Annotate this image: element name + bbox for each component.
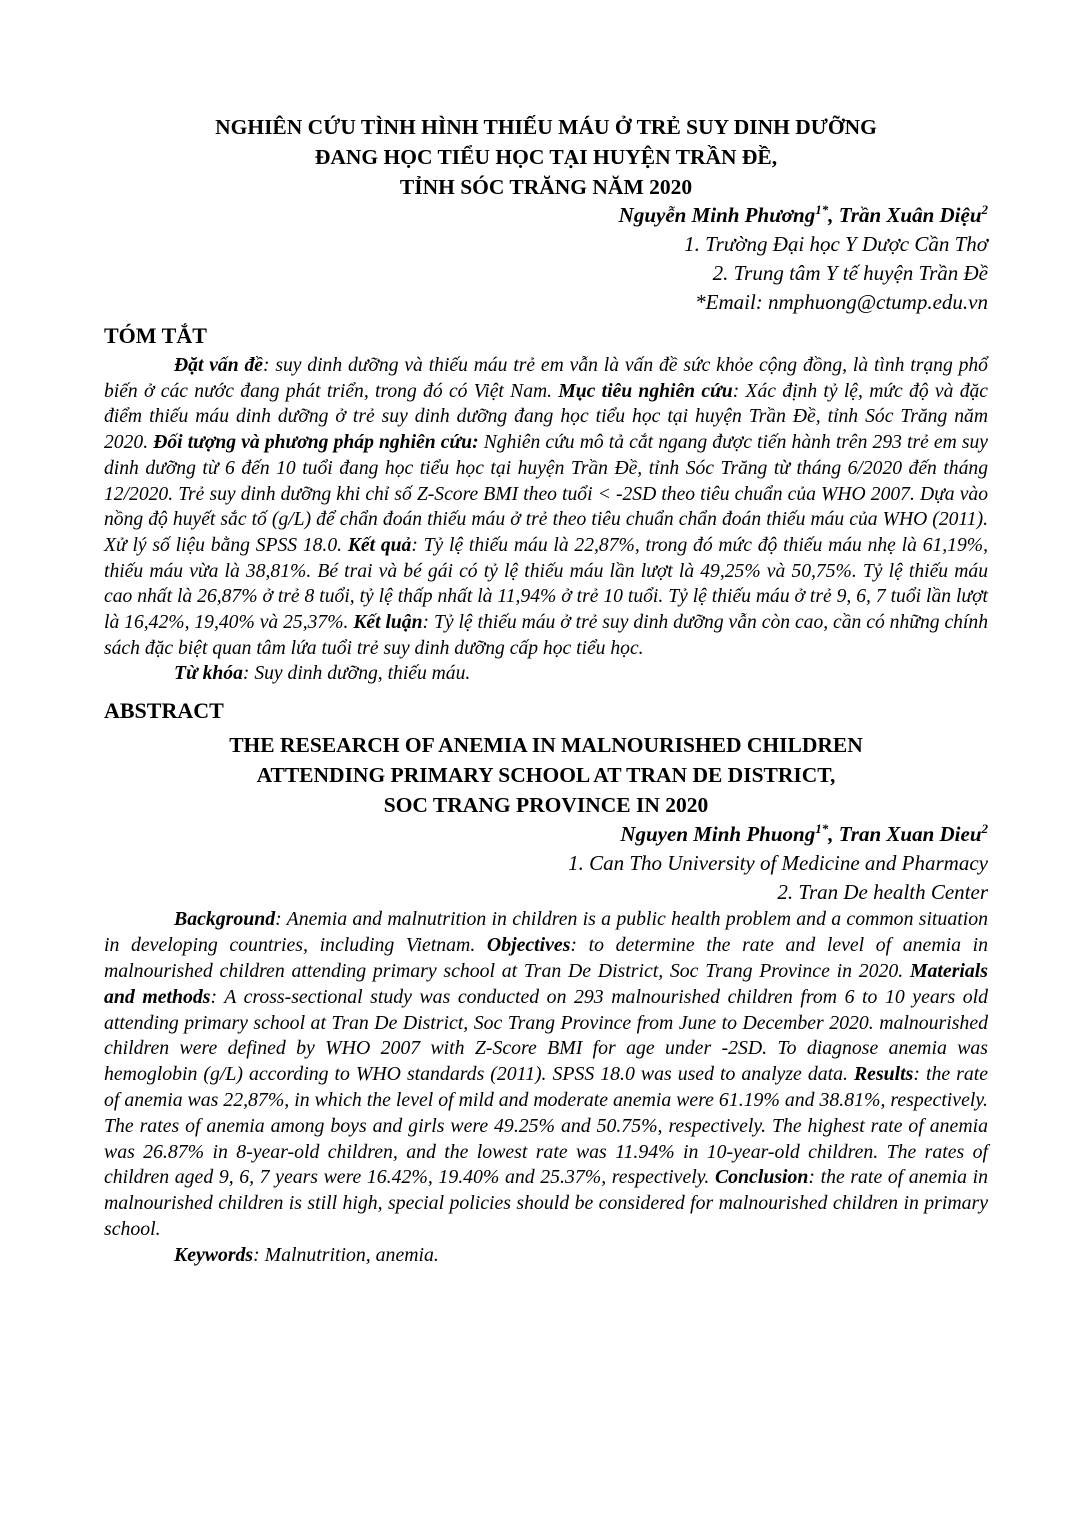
en-abstract-paragraph: [104, 907, 988, 1242]
en-authors: [104, 820, 988, 849]
summary-heading: TÓM TẮT: [104, 323, 207, 348]
en-title-line: THE RESEARCH OF ANEMIA IN MALNOURISHED CHILDREN: [229, 733, 863, 758]
en-text-methods: : A cross-sectional study was conducted on 293 malnourished children from 6 to 10 years old attending primary school at Tran De District, Soc Trang Province from June to December 2020. malnourished children were defined by WHO 2007 with Z-Score BMI for age under -2SD. To diagnose anemia was hemoglobin (g/L) according to WHO standards (2011). SPSS 18.0 was used to analyze data.: [104, 985, 988, 1086]
en-label-methods: Materials and methods: [104, 960, 988, 1008]
en-title-line: SOC TRANG PROVINCE IN 2020: [383, 793, 709, 818]
vn-authors: [104, 201, 988, 230]
vn-email: *Email: nmphuong@ctump.edu.vn: [695, 290, 988, 314]
vn-label-results: Kết quả: [347, 534, 412, 556]
en-keywords: [104, 1243, 988, 1268]
en-author-separator: ,: [828, 822, 839, 847]
vn-author-2: Trần Xuân Diệu: [838, 203, 982, 227]
en-author-1-sup: 1*: [815, 821, 829, 837]
vn-text-results: : Tỷ lệ thiếu máu là 22,87%, trong đó mức độ thiếu máu nhẹ là 61,19%, thiếu máu vừa là 38,81%. Bé trai và bé gái có tỷ lệ thiếu máu lần lượt là 49,25% và 50,75%. Tỷ lệ thiếu máu cao nhất là 26,87% ở trẻ 8 tuổi, tỷ lệ thấp nhất là 11,94% ở trẻ 10 tuổi. Tỷ lệ thiếu máu ở trẻ 9, 6, 7 tuổi lần lượt là 16,42%, 19,40% và 25,37%.: [104, 534, 988, 634]
vn-label-methods: Đối tượng và phương pháp nghiên cứu:: [153, 432, 479, 454]
vn-author-separator: ,: [828, 203, 839, 227]
vn-title-line: TỈNH SÓC TRĂNG NĂM 2020: [399, 175, 693, 199]
en-label-keywords: Keywords: [174, 1243, 254, 1266]
vn-affiliation-1: 1. Trường Đại học Y Dược Cần Thơ: [684, 232, 988, 256]
vn-label-conclusion: Kết luận: [353, 612, 423, 634]
en-title: [104, 730, 988, 820]
vn-text-objective: : Xác định tỷ lệ, mức độ và đặc điểm thiếu máu dinh dưỡng ở trẻ suy dinh dưỡng đang học tiểu học tại huyện Trần Đề, tỉnh Sóc Trăng năm 2020.: [104, 380, 988, 454]
en-label-background: Background: [174, 908, 276, 931]
vn-label-objective: Mục tiêu nghiên cứu: [558, 380, 733, 402]
en-affiliation-2: 2. Tran De health Center: [777, 880, 988, 905]
vn-title-line: ĐANG HỌC TIỂU HỌC TẠI HUYỆN TRẦN ĐỀ,: [314, 145, 778, 169]
vn-text-methods: Nghiên cứu mô tả cắt ngang được tiến hành trên 293 trẻ em suy dinh dưỡng từ 6 đến 10 tuổi đang học tiểu học tại huyện Trần Đề, tỉnh Sóc Trăng từ tháng 6/2020 đến tháng 12/2020. Trẻ suy dinh dưỡng khi chỉ số Z-Score BMI theo tuổi < -2SD theo tiêu chuẩn của WHO 2007. Dựa vào nồng độ huyết sắc tố (g/L) để chẩn đoán thiếu máu ở trẻ theo tiêu chuẩn chẩn đoán thiếu máu của WHO (2011). Xử lý số liệu bằng SPSS 18.0.: [104, 432, 988, 556]
en-affiliation-1: 1. Can Tho University of Medicine and Pharmacy: [568, 851, 988, 876]
en-text-conclusion: : the rate of anemia in malnourished children is still high, special policies should be considered for malnourished children in primary school.: [104, 1166, 989, 1240]
vn-keywords: [104, 661, 988, 686]
vn-text-conclusion: : Tỷ lệ thiếu máu ở trẻ suy dinh dưỡng vẫn còn cao, cần có những chính sách đặc biệt quan tâm lứa tuổi trẻ suy dinh dưỡng cấp học tiểu học.: [104, 612, 988, 659]
en-title-line: ATTENDING PRIMARY SCHOOL AT TRAN DE DISTRICT,: [256, 763, 836, 788]
en-label-results: Results: [853, 1063, 914, 1086]
paper-page: [104, 112, 988, 1268]
vn-affiliation-2: 2. Trung tâm Y tế huyện Trần Đề: [712, 261, 988, 285]
en-label-objectives: Objectives: [486, 934, 571, 957]
en-text-results: : the rate of anemia was 22,87%, in which the level of mild and moderate anemia were 61.19% and 38.81%, respectively. The rates of anemia among boys and girls were 49.25% and 50.75%, respectively. The highest rate of anemia was 26.87% in 8-year-old children, and the lowest rate was 11.94% in 10-year-old children. The rates of children aged 9, 6, 7 years were 16.42%, 19.40% and 25.37%, respectively.: [104, 1063, 988, 1189]
vn-label-background: Đặt vấn đề: [174, 355, 263, 376]
vn-author-1: Nguyễn Minh Phương: [618, 203, 816, 227]
en-author-1: Nguyen Minh Phuong: [620, 822, 816, 847]
vn-text-background: : suy dinh dưỡng và thiếu máu trẻ em vẫn là vấn đề sức khỏe cộng đồng, là tình trạng phổ biến ở các nước đang phát triển, trong đó có Việt Nam.: [104, 355, 988, 402]
abstract-heading: ABSTRACT: [104, 698, 224, 724]
en-text-keywords: : Malnutrition, anemia.: [253, 1243, 439, 1266]
en-text-objectives: : to determine the rate and level of anemia in malnourished children attending primary school at Tran De District, Soc Trang Province in 2020.: [104, 934, 988, 983]
vn-author-1-sup: 1*: [815, 202, 829, 217]
vn-abstract-paragraph: [104, 353, 988, 661]
vn-title: [104, 112, 988, 202]
vn-author-2-sup: 2: [981, 202, 988, 217]
vn-text-keywords: : Suy dinh dưỡng, thiếu máu.: [242, 663, 471, 685]
vn-title-line: NGHIÊN CỨU TÌNH HÌNH THIẾU MÁU Ở TRẺ SUY DINH DƯỠNG: [215, 115, 877, 139]
en-author-2: Tran Xuan Dieu: [838, 822, 982, 847]
vn-label-keywords: Từ khóa: [174, 663, 243, 685]
en-author-2-sup: 2: [981, 821, 988, 837]
en-text-background: : Anemia and malnutrition in children is a public health problem and a common situation in developing countries, including Vietnam.: [104, 908, 988, 957]
en-label-conclusion: Conclusion: [714, 1166, 809, 1189]
